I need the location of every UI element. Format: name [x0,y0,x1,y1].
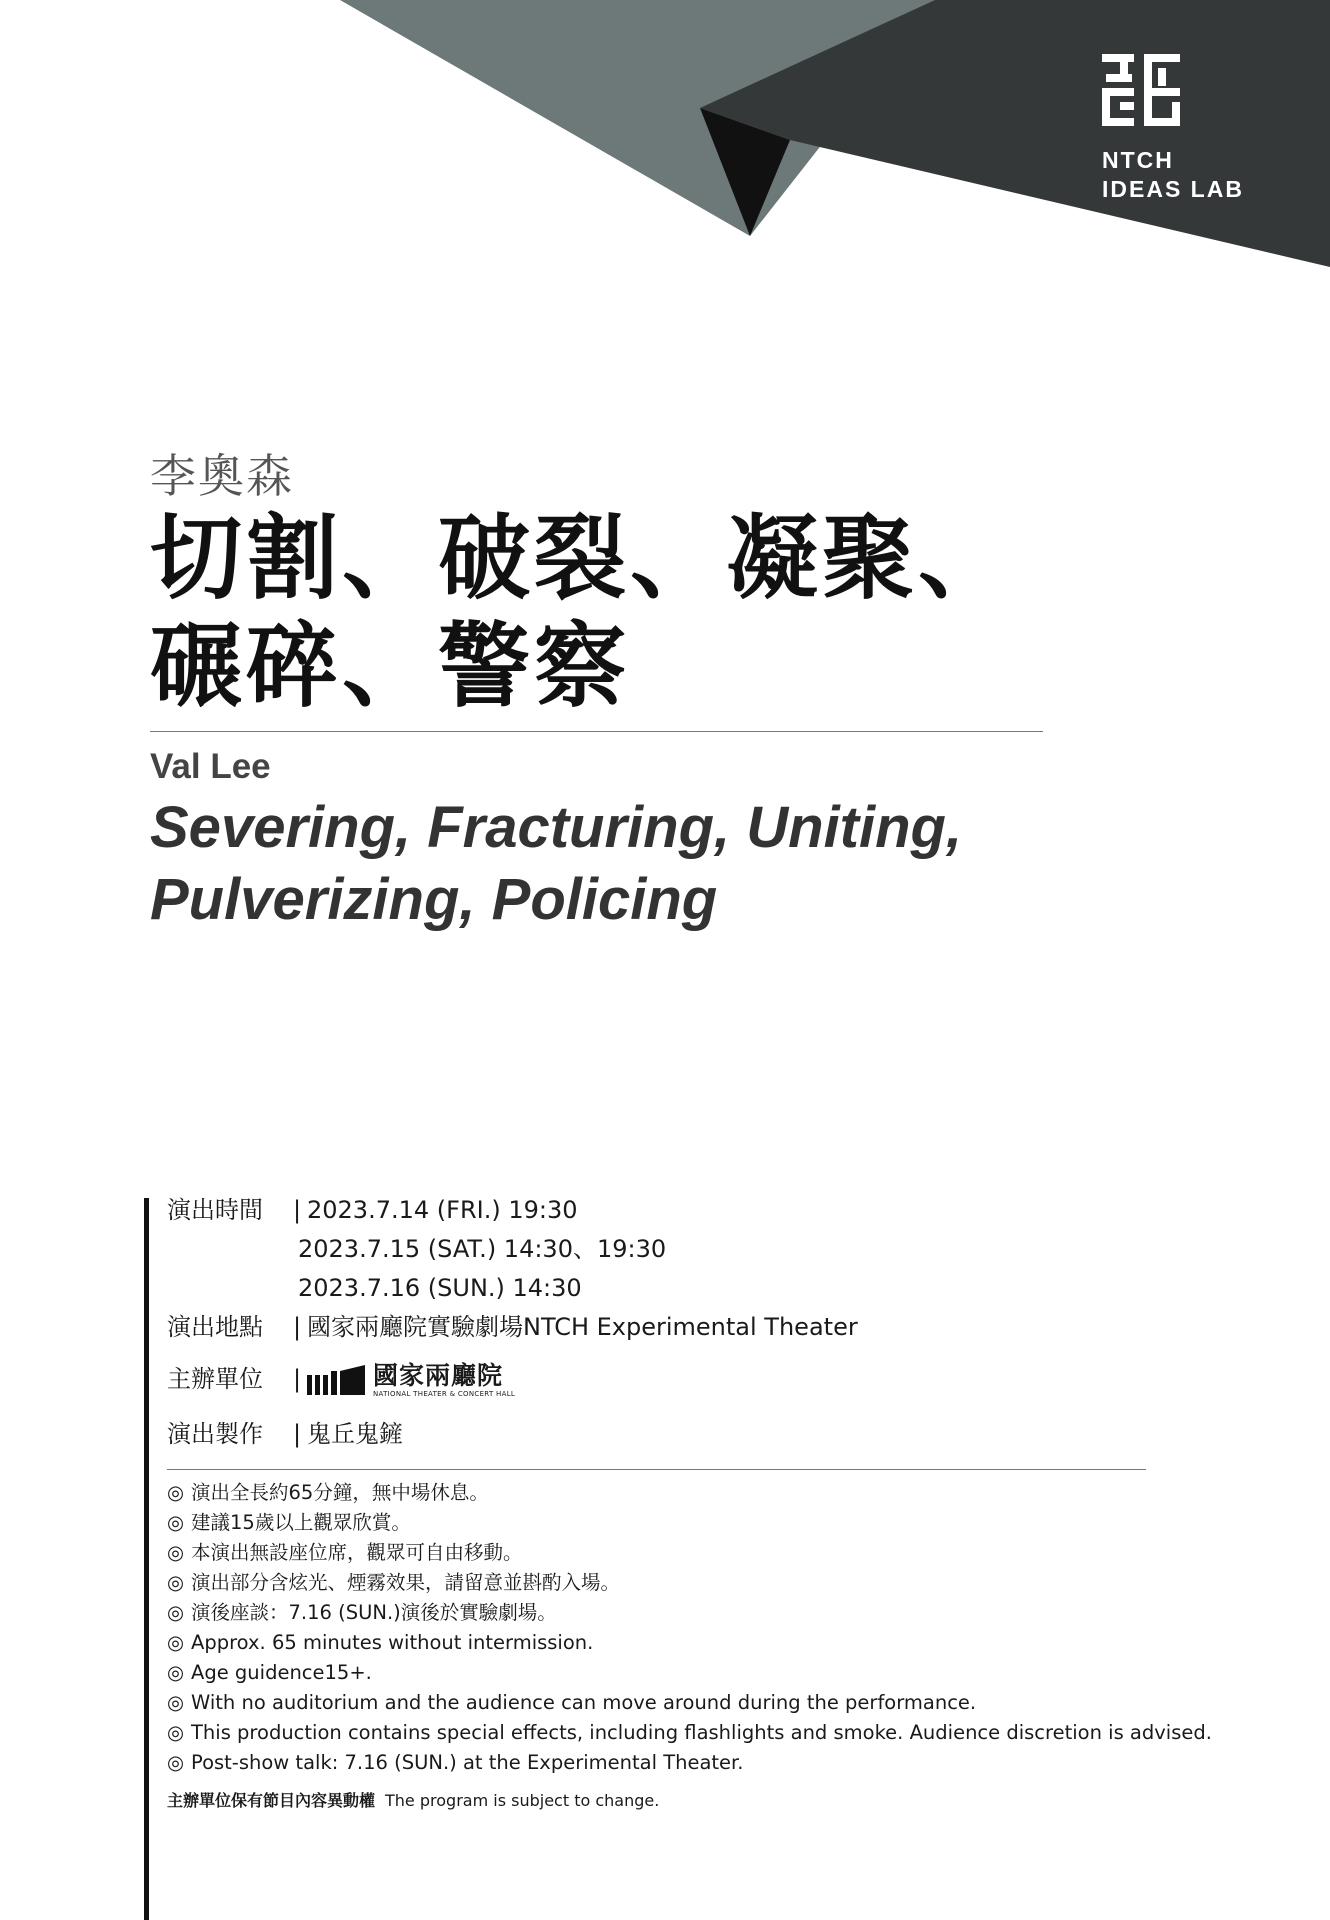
note-item [167,1598,1212,1628]
double-circle-icon: ◎ [167,1601,185,1624]
title-en [150,792,962,936]
title-en-line1: Severing, Fracturing, Uniting, [150,795,963,860]
note-item [167,1718,1212,1748]
note-item [167,1628,1212,1658]
production-label: 演出製作 [167,1420,263,1448]
title-zh [150,505,1014,721]
note-text: Post-show talk: 7.16 (SUN.) at the Experimental Theater. [191,1751,744,1774]
disclaimer-en: The program is subject to change. [385,1791,660,1810]
note-item [167,1568,1212,1598]
author-name-zh: 李奧森 [150,449,294,503]
info-vertical-bar [144,1198,149,1920]
venue-value: 國家兩廳院實驗劇場NTCH Experimental Theater [307,1313,858,1341]
note-text: Approx. 65 minutes without intermission. [191,1631,594,1654]
double-circle-icon: ◎ [167,1481,185,1504]
organizer-label: 主辦單位 [167,1365,263,1393]
production-value: 鬼丘鬼鏟 [307,1420,403,1448]
organizer-name-en: NATIONAL THEATER & CONCERT HALL [373,1389,516,1398]
note-item [167,1688,1212,1718]
note-text: 演出全長約65分鐘，無中場休息。 [191,1481,489,1504]
venue-label: 演出地點 [167,1313,263,1341]
organizer-name-zh: 國家兩廳院 [373,1360,504,1390]
ntch-organizer-logo [307,1360,516,1398]
double-circle-icon: ◎ [167,1661,185,1684]
author-name-en: Val Lee [150,747,271,786]
logo-line-ntch: NTCH [1102,147,1174,173]
time-value-1: 2023.7.14 (FRI.) 19:30 [307,1196,578,1224]
separator: | [293,1313,302,1341]
info-row-time-3 [167,1270,582,1306]
disclaimer [167,1788,659,1811]
note-text: 演後座談：7.16 (SUN.)演後於實驗劇場。 [191,1601,557,1624]
double-circle-icon: ◎ [167,1631,185,1654]
time-value-2: 2023.7.15 (SAT.) 14:30、19:30 [298,1235,667,1263]
separator: | [293,1196,302,1224]
info-row-production [167,1416,403,1452]
note-item [167,1658,1212,1688]
logo-line-ideas-lab: IDEAS LAB [1102,176,1244,202]
note-item [167,1508,1212,1538]
info-row-venue [167,1309,858,1345]
double-circle-icon: ◎ [167,1511,185,1534]
info-row-time [167,1192,577,1228]
info-row-organizer [167,1361,515,1397]
note-item [167,1748,1212,1778]
title-en-line2: Pulverizing, Policing [150,867,718,932]
note-text: 建議15歲以上觀眾欣賞。 [191,1511,411,1534]
separator: | [293,1365,302,1393]
separator: | [293,1420,302,1448]
title-divider [150,731,1043,732]
time-value-3: 2023.7.16 (SUN.) 14:30 [298,1274,582,1302]
notes-list [167,1478,1212,1778]
note-text: 本演出無設座位席，觀眾可自由移動。 [191,1541,523,1564]
title-zh-line1: 切割、破裂、凝聚、 [150,505,1015,612]
double-circle-icon: ◎ [167,1691,185,1714]
double-circle-icon: ◎ [167,1541,185,1564]
ideas-lab-logo-icon [1102,54,1180,126]
double-circle-icon: ◎ [167,1571,185,1594]
ntch-ideas-lab-logo [1102,54,1252,204]
info-row-time-2 [167,1231,666,1267]
ntch-bars-icon [307,1365,365,1395]
note-text: 演出部分含炫光、煙霧效果，請留意並斟酌入場。 [191,1571,621,1594]
double-circle-icon: ◎ [167,1721,185,1744]
time-label: 演出時間 [167,1196,263,1224]
note-text: With no auditorium and the audience can move around during the performance. [191,1691,977,1714]
disclaimer-zh: 主辦單位保有節目內容異動權 [167,1791,376,1810]
title-zh-line2: 碾碎、警察 [150,613,631,720]
notes-divider [167,1469,1146,1470]
note-item [167,1478,1212,1508]
double-circle-icon: ◎ [167,1751,185,1774]
note-text: This production contains special effects, including flashlights and smoke. Audience discretion is advised. [191,1721,1212,1744]
note-text: Age guidence15+. [191,1661,372,1684]
note-item [167,1538,1212,1568]
